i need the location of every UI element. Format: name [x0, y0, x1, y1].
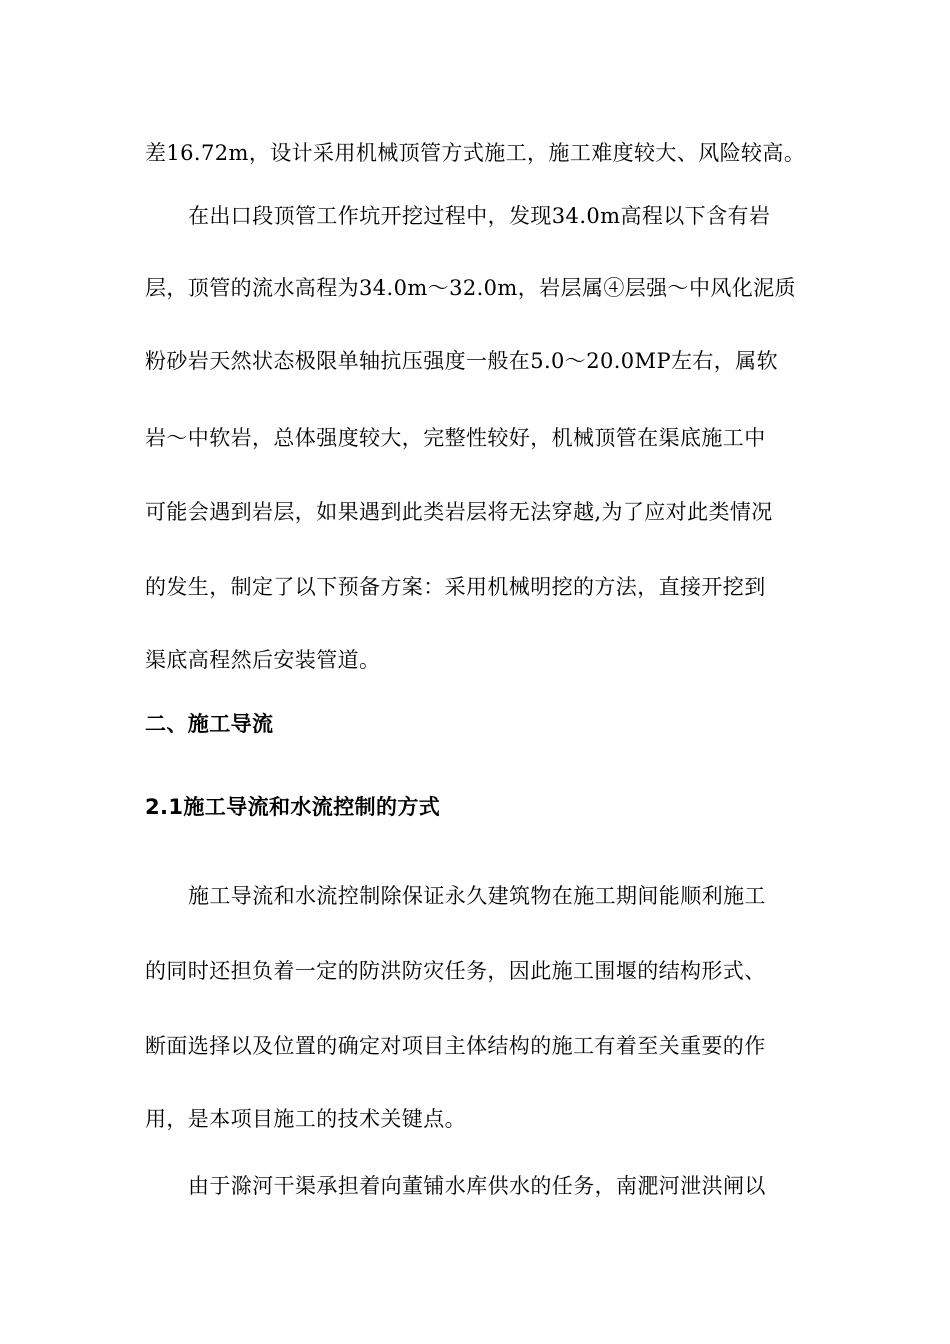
paragraph-line: 断面选择以及位置的确定对项目主体结构的施工有着至关重要的作 [145, 1034, 766, 1058]
paragraph-line: 可能会遇到岩层，如果遇到此类岩层将无法穿越,为了应对此类情况 [145, 500, 773, 524]
paragraph-line: 层，顶管的流水高程为34.0m～32.0m，岩层属④层强～中风化泥质 [145, 276, 796, 300]
paragraph-line: 施工导流和水流控制除保证永久建筑物在施工期间能顺利施工 [188, 884, 766, 908]
subsection-heading: 2.1施工导流和水流控制的方式 [145, 795, 441, 819]
paragraph-line: 渠底高程然后安装管道。 [145, 648, 381, 672]
paragraph-line: 岩～中软岩，总体强度较大，完整性较好，机械顶管在渠底施工中 [145, 426, 766, 450]
paragraph-line: 由于滁河干渠承担着向董铺水库供水的任务，南淝河泄洪闸以 [188, 1174, 766, 1198]
section-heading: 二、施工导流 [145, 712, 274, 736]
paragraph-line: 差16.72m，设计采用机械顶管方式施工，施工难度较大、风险较高。 [145, 141, 806, 165]
paragraph-line: 粉砂岩天然状态极限单轴抗压强度一般在5.0～20.0MP左右，属软 [145, 349, 778, 373]
paragraph-line: 在出口段顶管工作坑开挖过程中，发现34.0m高程以下含有岩 [188, 204, 771, 228]
paragraph-line: 的同时还担负着一定的防洪防灾任务，因此施工围堰的结构形式、 [145, 959, 766, 983]
paragraph-line: 用，是本项目施工的技术关键点。 [145, 1107, 466, 1131]
paragraph-line: 的发生，制定了以下预备方案：采用机械明挖的方法，直接开挖到 [145, 575, 766, 599]
